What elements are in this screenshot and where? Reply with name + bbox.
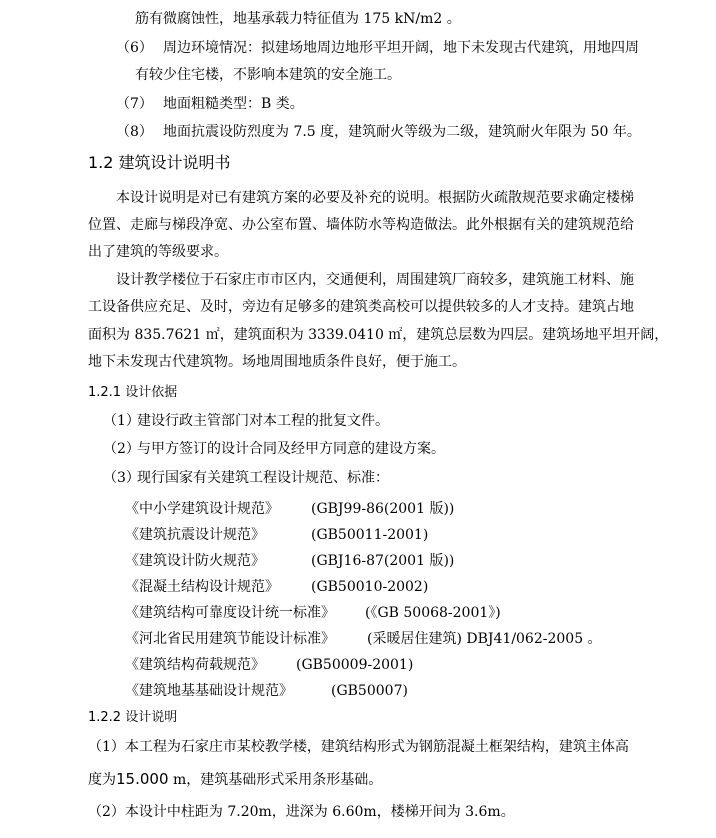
section-1-2-1-heading: 1.2.1 设计依据 [88,385,178,400]
standard-title: 《建筑结构荷载规范》 [125,657,265,673]
standard-row [125,525,429,545]
explanation-text: 度为 [88,772,116,788]
paragraph-1-line-3: 出了建筑的等级要求。 [88,244,228,260]
paragraph-2-line-4: 地下未发现古代建筑物。场地周围地质条件良好，便于施工。 [88,354,466,370]
site-item6-line1: 周边环境情况：拟建场地周边地形平坦开阔，地下未发现古代建筑，用地四周 [163,40,639,56]
standard-title: 《中小学建筑设计规范》 [125,501,279,517]
building-height-value: 15.000 [116,770,169,788]
standard-code: (GB50009-2001) [296,657,414,673]
basis-item-1-number: （1） [103,413,140,429]
standard-title: 《建筑抗震设计规范》 [125,527,265,543]
section-1-2-2-heading: 1.2.2 设计说明 [88,710,178,725]
standard-title: 《混凝土结构设计规范》 [125,579,279,595]
standard-code: (GBJ16-87(2001 版)) [311,553,455,569]
standard-code: (采暖居住建筑) DBJ41/062-2005 。 [367,631,602,647]
explanation-text: m，建筑基础形式采用条形基础。 [168,772,383,788]
standard-row [125,551,455,571]
site-item6-number: （6） [116,40,153,56]
standard-row [125,577,429,597]
section-1-2-heading: 1.2 建筑设计说明书 [88,153,231,172]
site-item5-continuation: 筋有微腐蚀性，地基承载力特征值为 175 kN/m2 。 [135,11,461,27]
basis-item-3-text: 现行国家有关建筑工程设计规范、标准： [137,470,389,486]
standard-code: (《GB 50068-2001》) [365,605,501,621]
paragraph-1-line-1: 本设计说明是对已有建筑方案的必要及补充的说明。根据防火疏散规范要求确定楼梯 [116,190,634,206]
explanation-item-2: （2）本设计中柱距为 7.20m，进深为 6.60m，楼梯开间为 3.6m。 [88,804,515,820]
basis-item-1-text: 建设行政主管部门对本工程的批复文件。 [137,413,389,429]
paragraph-1-line-2: 位置、走廊与梯段净宽、办公室布置、墙体防水等构造做法。此外根据有关的建筑规范给 [88,217,634,233]
standard-row [125,629,602,649]
paragraph-2-line-1: 设计教学楼位于石家庄市市区内，交通便利，周围建筑厂商较多，建筑施工材料、施 [116,272,634,288]
site-item7-number: （7） [116,96,153,112]
standard-code: (GB50011-2001) [311,527,429,543]
standard-title: 《建筑地基基础设计规范》 [125,683,293,699]
basis-item-2-number: （2） [103,441,140,457]
standard-code: (GBJ99-86(2001 版)) [311,501,455,517]
site-item8-text: 地面抗震设防烈度为 7.5 度，建筑耐火等级为二级，建筑耐火年限为 50 年。 [163,124,641,140]
site-item8-number: （8） [116,124,153,140]
standard-title: 《建筑设计防火规范》 [125,553,265,569]
basis-item-2-text: 与甲方签订的设计合同及经甲方同意的建设方案。 [137,441,445,457]
basis-item-3-number: （3） [103,470,140,486]
standard-title: 《河北省民用建筑节能设计标准》 [125,631,335,647]
standard-code: (GB50010-2002) [311,579,429,595]
paragraph-2-line-3: 面积为 835.7621 ㎡，建筑面积为 3339.0410 ㎡，建筑总层数为四层。建筑场地平坦开阔， [88,327,669,343]
standard-row [125,681,408,701]
standard-row [125,499,455,519]
site-item6-line2: 有较少住宅楼，不影响本建筑的安全施工。 [135,67,401,83]
explanation-item-1-line-2 [88,769,382,790]
paragraph-2-line-2: 工设备供应充足、及时，旁边有足够多的建筑类高校可以提供较多的人才支持。建筑占地 [88,299,634,315]
standard-row [125,603,501,623]
standard-title: 《建筑结构可靠度设计统一标准》 [125,605,335,621]
site-item7-text: 地面粗糙类型：B 类。 [163,96,304,112]
standard-row [125,655,414,675]
explanation-item-1-line-1: （1）本工程为石家庄市某校教学楼，建筑结构形式为钢筋混凝土框架结构，建筑主体高 [88,739,629,755]
standard-code: (GB50007) [331,683,408,699]
